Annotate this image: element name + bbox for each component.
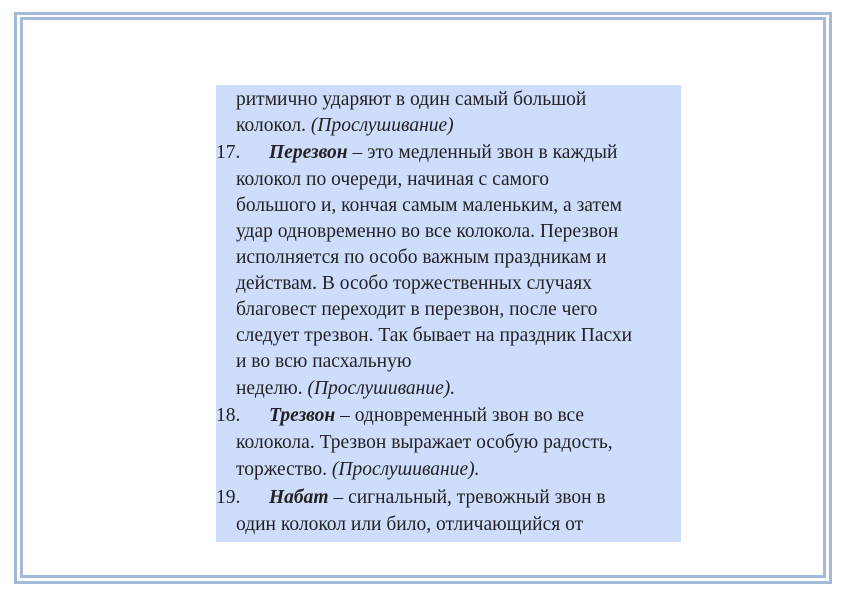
item-number: 17. <box>216 142 241 163</box>
term-trezvon: Трезвон <box>269 405 336 426</box>
text-block <box>216 85 681 542</box>
listening-note: (Прослушивание). <box>307 378 456 399</box>
item-17-line: действам. В особо торжественных случаях <box>236 273 592 294</box>
item-17-line: и во всю пасхальную <box>236 351 412 372</box>
item-17-line: благовест переходит в перезвон, после чего <box>236 299 598 320</box>
item-17-last-text: неделю. <box>236 378 308 399</box>
item-18-last-text: торжество. <box>236 459 332 480</box>
item-17-last-line <box>236 376 455 402</box>
item-18-line: колокола. Трезвон выражает особую радость, <box>236 432 613 453</box>
term-perezvon: Перезвон <box>269 142 348 163</box>
item-18-definition-start: – одновременный звон во все <box>335 405 585 426</box>
item-19-definition-start: – сигнальный, тревожный звон в <box>328 487 606 508</box>
term-nabat: Набат <box>269 487 329 508</box>
item-17-definition-start: – это медленный звон в каждый <box>347 142 618 163</box>
item-17-line: удар одновременно во все колокола. Перезвон <box>236 221 619 242</box>
item-number: 19. <box>216 487 241 508</box>
item-19-line: один колокол или било, отличающийся от <box>236 514 584 535</box>
item-17-line: следует трезвон. Так бывает на праздник Пасхи <box>236 325 633 346</box>
item-17-line: колокол по очереди, начиная с самого <box>236 169 549 190</box>
continuation-text: колокол. <box>236 115 311 136</box>
item-18-last-line <box>236 457 480 483</box>
continuation-line-2 <box>236 113 454 139</box>
item-17-line: большого и, кончая самым маленьким, а затем <box>236 195 622 216</box>
listening-note: (Прослушивание). <box>331 459 480 480</box>
item-17-line: исполняется по особо важным праздникам и <box>236 247 607 268</box>
continuation-line-1: ритмично ударяют в один самый большой <box>236 89 587 110</box>
item-number: 18. <box>216 405 241 426</box>
listening-note: (Прослушивание) <box>310 115 454 136</box>
